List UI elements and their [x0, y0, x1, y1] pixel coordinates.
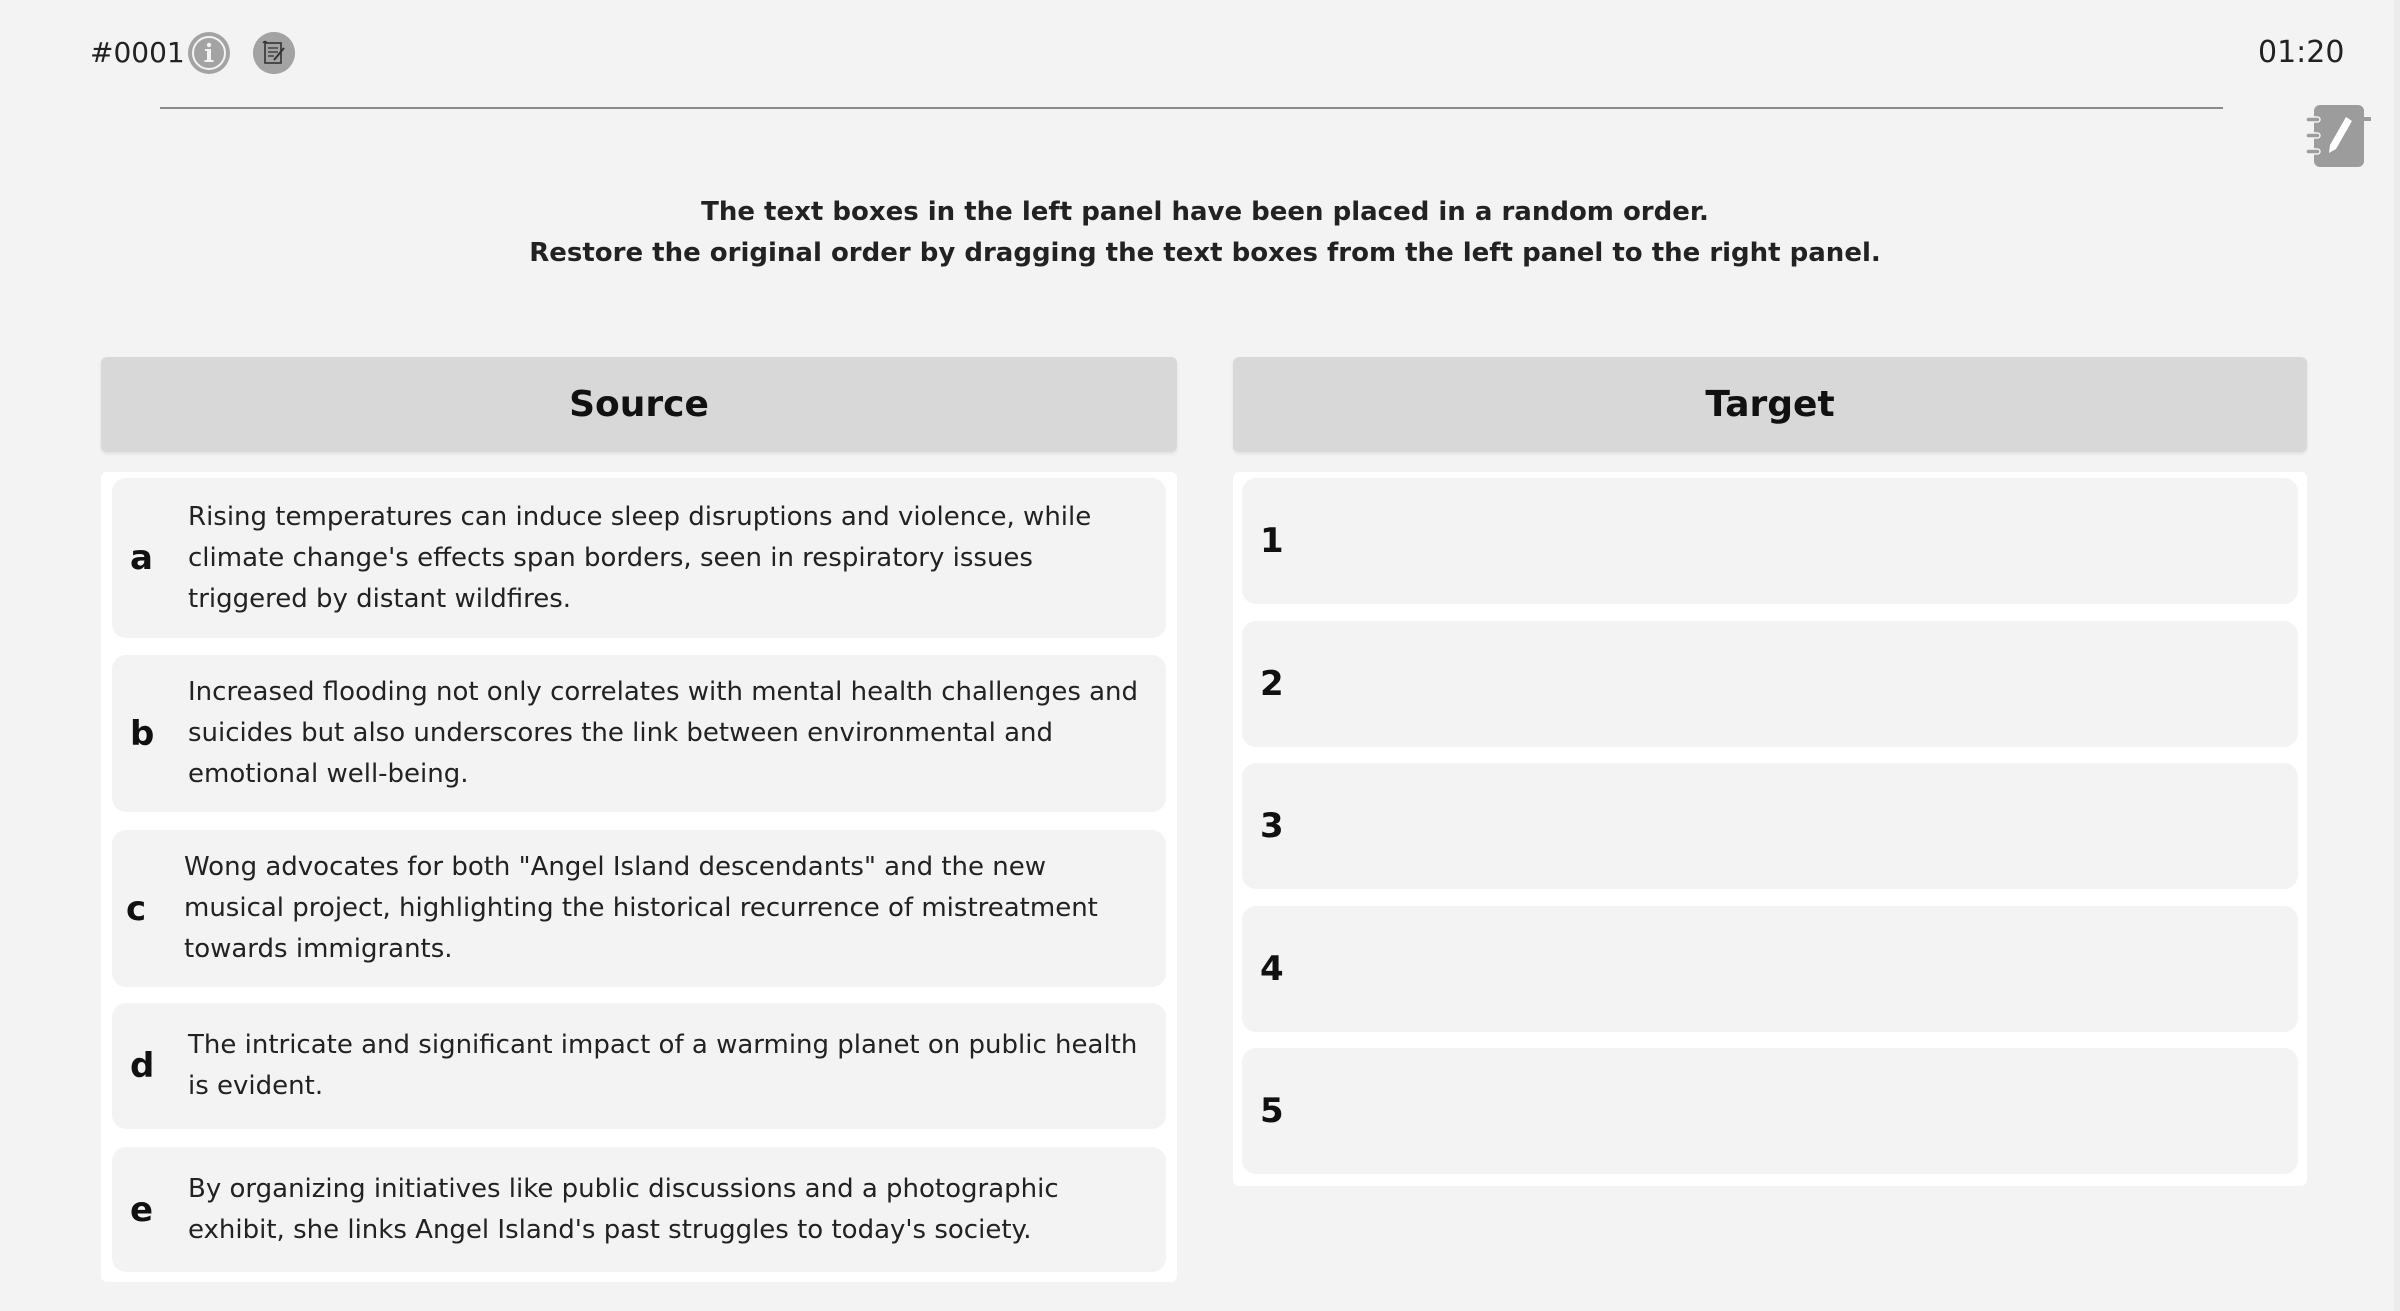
- target-slot-2[interactable]: [1242, 621, 2298, 747]
- card-text: Increased flooding not only correlates with mental health challenges and suicides but also underscores the link between environmental and emotional well-being.: [188, 677, 1139, 789]
- notepad-icon[interactable]: [253, 32, 295, 74]
- info-icon[interactable]: [188, 32, 230, 74]
- slot-number: 2: [1260, 664, 1284, 704]
- card-letter: b: [130, 713, 155, 754]
- notebook-pencil-icon[interactable]: [2302, 103, 2372, 171]
- target-slot-1[interactable]: [1242, 478, 2298, 604]
- card-letter: e: [130, 1189, 154, 1230]
- card-letter: c: [126, 888, 147, 929]
- card-letter: d: [130, 1046, 155, 1086]
- source-panel-header: Source: [101, 357, 1177, 452]
- instructions-line-1: The text boxes in the left panel have been placed in a random order.: [701, 197, 1709, 227]
- target-slot-4[interactable]: [1242, 906, 2298, 1032]
- source-card-a[interactable]: [112, 478, 1166, 638]
- source-panel: [101, 472, 1177, 1282]
- item-id: #0001: [90, 36, 185, 69]
- slot-number: 3: [1260, 806, 1284, 846]
- slot-number: 5: [1260, 1091, 1284, 1131]
- source-card-b[interactable]: [112, 655, 1166, 812]
- card-text: The intricate and significant impact of a warming planet on public health is evident.: [188, 1030, 1138, 1101]
- target-slot-5[interactable]: [1242, 1048, 2298, 1174]
- source-card-c[interactable]: [112, 830, 1166, 987]
- slot-number: 1: [1260, 521, 1284, 561]
- instructions: [0, 192, 2400, 274]
- target-panel-header: Target: [1233, 357, 2307, 452]
- instructions-line-2: Restore the original order by dragging the text boxes from the left panel to the right panel.: [529, 238, 1881, 268]
- card-text: Rising temperatures can induce sleep disruptions and violence, while climate change's effects span borders, seen in respiratory issues triggered by distant wildfires.: [188, 501, 1092, 614]
- source-card-d[interactable]: [112, 1003, 1166, 1129]
- card-text: Wong advocates for both "Angel Island descendants" and the new musical project, highlighting the historical recurrence of mistreatment towards immigrants.: [184, 852, 1098, 964]
- timer: 01:20: [2258, 35, 2345, 70]
- source-card-e[interactable]: [112, 1147, 1166, 1272]
- slot-number: 4: [1260, 949, 1284, 989]
- card-text: By organizing initiatives like public discussions and a photographic exhibit, she links Angel Island's past struggles to today's society.: [188, 1173, 1059, 1245]
- card-letter: a: [130, 538, 153, 578]
- target-slot-3[interactable]: [1242, 763, 2298, 889]
- header-divider: [160, 107, 2223, 109]
- target-panel: [1233, 472, 2307, 1186]
